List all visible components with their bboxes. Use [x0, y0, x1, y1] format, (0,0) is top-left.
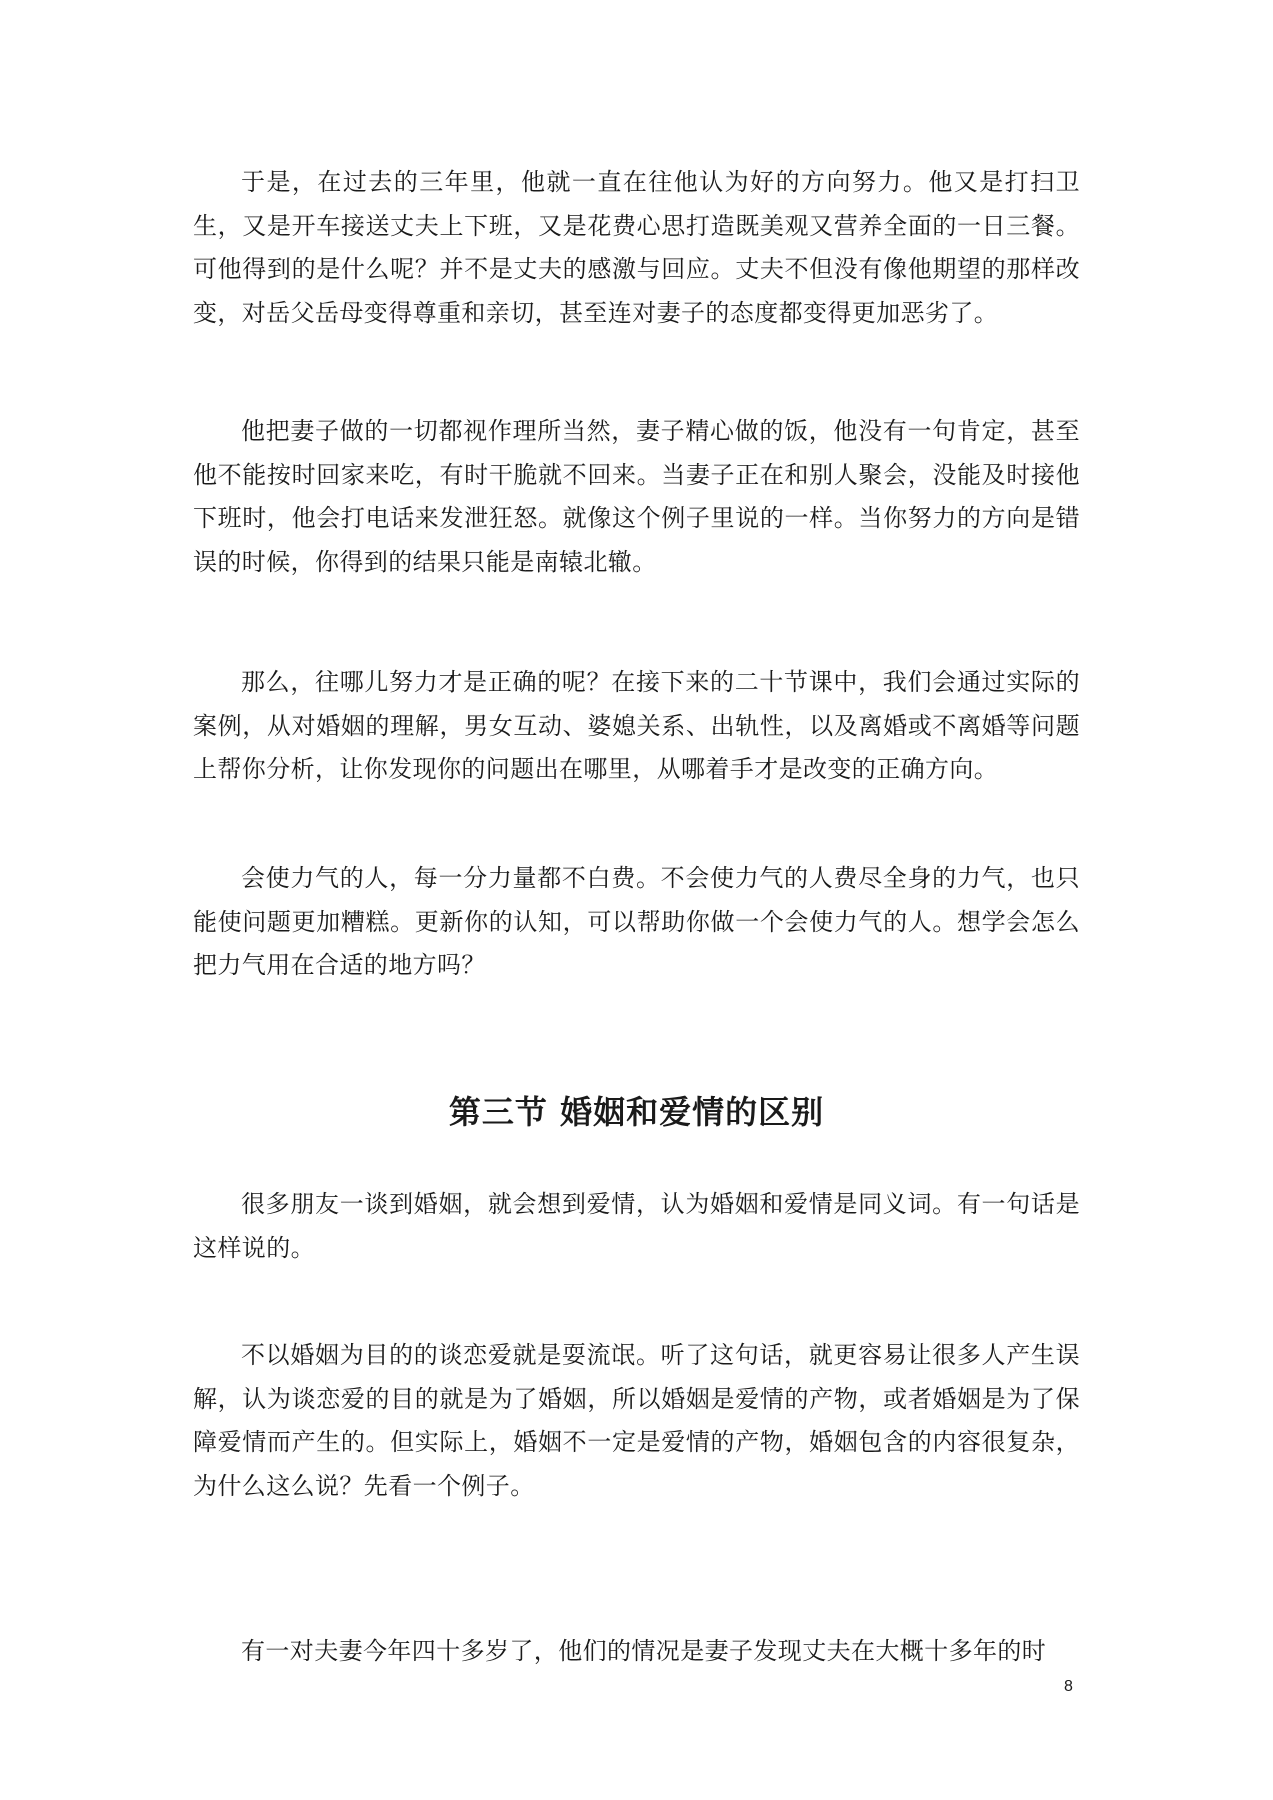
- paragraph: 不以婚姻为目的的谈恋爱就是耍流氓。听了这句话，就更容易让很多人产生误解，认为谈恋爱的目的就是为了婚姻，所以婚姻是爱情的产物，或者婚姻是为了保障爱情而产生的。但实际上，婚姻不一定是爱情的产物，婚姻包含的内容很复杂，为什么这么说？先看一个例子。: [193, 1341, 1080, 1500]
- paragraph: 很多朋友一谈到婚姻，就会想到爱情，认为婚姻和爱情是同义词。有一句话是这样说的。: [193, 1190, 1080, 1262]
- paragraph: 于是，在过去的三年里，他就一直在往他认为好的方向努力。他又是打扫卫生，又是开车接送丈夫上下班，又是花费心思打造既美观又营养全面的一日三餐。可他得到的是什么呢？并不是丈夫的感激与回应。丈夫不但没有像他期望的那样改变，对岳父岳母变得尊重和亲切，甚至连对妻子的态度都变得更加恶劣了。: [193, 168, 1080, 327]
- paragraph: 会使力气的人，每一分力量都不白费。不会使力气的人费尽全身的力气，也只能使问题更加糟糕。更新你的认知，可以帮助你做一个会使力气的人。想学会怎么把力气用在合适的地方吗？: [193, 864, 1080, 979]
- section-title: 第三节 婚姻和爱情的区别: [448, 1093, 825, 1131]
- paragraph: 他把妻子做的一切都视作理所当然，妻子精心做的饭，他没有一句肯定，甚至他不能按时回家来吃，有时干脆就不回来。当妻子正在和别人聚会，没能及时接他下班时，他会打电话来发泄狂怒。就像这个例子里说的一样。当你努力的方向是错误的时候，你得到的结果只能是南辕北辙。: [193, 417, 1080, 576]
- page-number: 8: [1064, 1678, 1073, 1695]
- paragraph: 那么，往哪儿努力才是正确的呢？在接下来的二十节课中，我们会通过实际的案例，从对婚姻的理解，男女互动、婆媳关系、出轨性，以及离婚或不离婚等问题上帮你分析，让你发现你的问题出在哪里，从哪着手才是改变的正确方向。: [193, 668, 1080, 783]
- paragraph: 有一对夫妻今年四十多岁了，他们的情况是妻子发现丈夫在大概十多年的时: [241, 1637, 1047, 1665]
